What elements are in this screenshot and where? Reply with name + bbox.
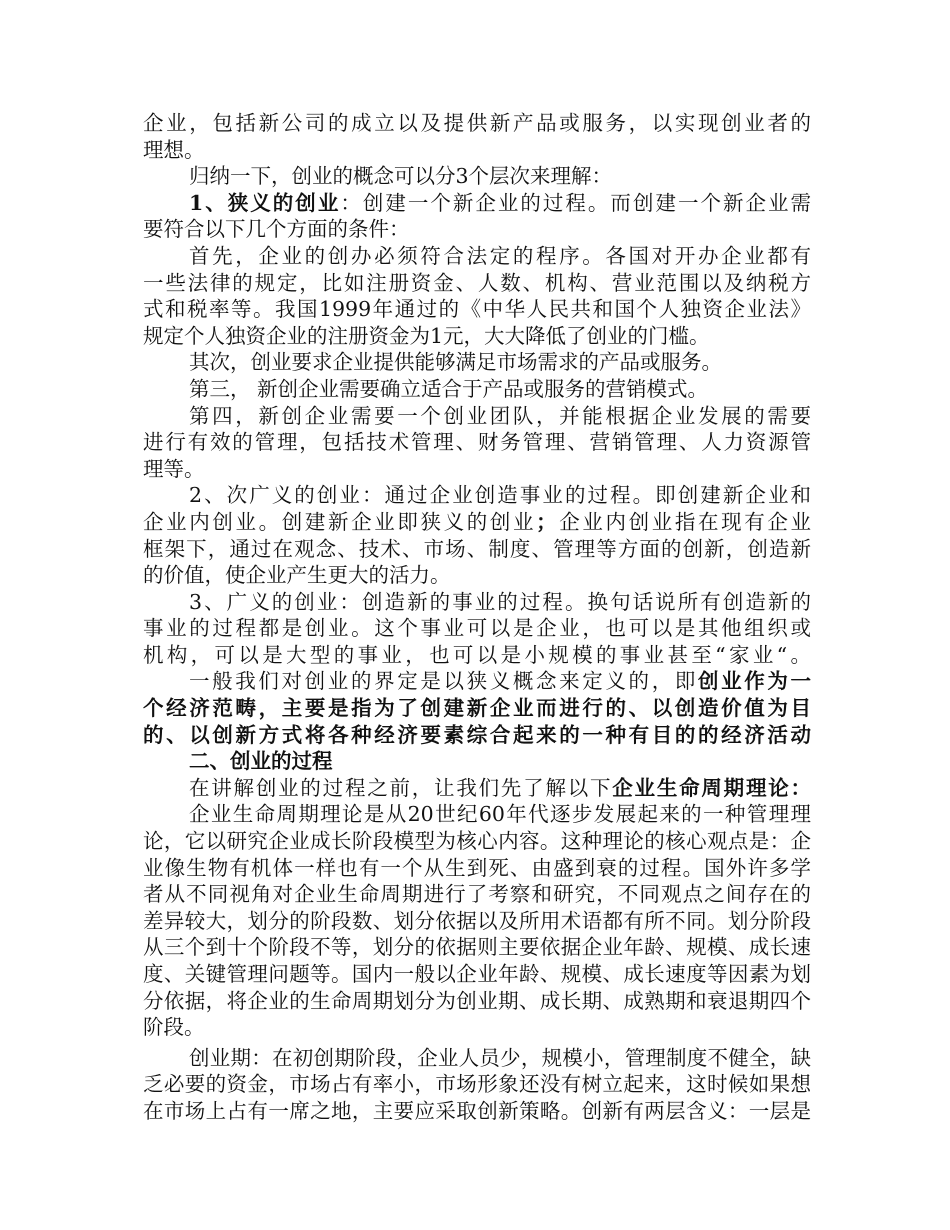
text-segment: 分依据，将企业的生命周期划分为创业期、成长期、成熟期和衰退期四个 xyxy=(143,988,811,1013)
text-segment: ：创建一个新企业的过程。而创建一个新企业需 xyxy=(340,190,812,215)
text-line xyxy=(143,908,811,935)
text-line xyxy=(143,1071,811,1098)
text-segment: 进行有效的管理，包括技术管理、财务管理、营销管理、人力资源管 xyxy=(143,430,811,455)
text-line xyxy=(143,1045,811,1072)
text-segment: 式和税率等。我国1999年通过的《中华人民共和国个人独资企业法》 xyxy=(143,297,811,322)
text-segment: 者从不同视角对企业生命周期进行了考察和研究，不同观点之间存在的 xyxy=(143,882,811,907)
text-line xyxy=(143,748,811,775)
text-line xyxy=(143,961,811,988)
text-segment: 企业内创业。创建新企业即狭义的创业 xyxy=(143,509,537,534)
text-line xyxy=(143,296,811,323)
text-line xyxy=(143,509,811,536)
text-line xyxy=(143,855,811,882)
text-segment: 事业的过程都是创业。这个事业可以是企业，也可以是其他组织或 xyxy=(143,616,811,641)
text-line xyxy=(143,403,811,430)
text-segment: 企业，包括新公司的成立以及提供新产品或服务，以实现创业者的 xyxy=(143,111,811,135)
text-line xyxy=(143,695,811,722)
text-segment: 二、创业的过程 xyxy=(189,749,333,774)
text-line xyxy=(143,934,811,961)
text-segment: 归纳一下，创业的概念可以分3个层次来理解： xyxy=(189,164,613,189)
text-line xyxy=(143,881,811,908)
text-line xyxy=(143,562,811,589)
text-line xyxy=(143,775,811,802)
text-segment: 规定个人独资企业的注册资金为1元，大大降低了创业的门槛。 xyxy=(143,323,710,348)
text-segment: 第四，新创企业需要一个创业团队，并能根据企业发展的需要 xyxy=(189,403,811,428)
text-line xyxy=(143,349,811,376)
text-line xyxy=(143,216,811,243)
text-segment: 论，它以研究企业成长阶段模型为核心内容。这种理论的核心观点是：企 xyxy=(143,829,811,854)
text-line xyxy=(143,137,811,164)
text-segment: 企业生命周期理论是从20世纪60年代逐步发展起来的一种管理理 xyxy=(189,802,811,827)
text-line xyxy=(143,668,811,695)
text-line xyxy=(143,828,811,855)
text-segment: 阶段。 xyxy=(143,1015,205,1040)
text-line xyxy=(143,110,811,137)
text-line xyxy=(143,456,811,483)
text-segment: 要符合以下几个方面的条件： xyxy=(143,217,410,242)
text-segment: 一些法律的规定，比如注册资金、人数、机构、营业范围以及纳税方 xyxy=(143,270,811,295)
text-segment: 2、次广义的创业：通过企业创造事业的过程。即创建新企业和 xyxy=(189,483,811,508)
text-segment: 个经济范畴，主要是指为了创建新企业而进行的、以创造价值为目 xyxy=(143,696,811,721)
text-segment: 一般我们对创业的界定是以狭义概念来定义的，即 xyxy=(189,669,698,694)
text-segment: 企业生命周期理论： xyxy=(612,775,812,800)
text-segment: 理等。 xyxy=(143,456,205,481)
text-segment: 理想。 xyxy=(143,137,205,162)
text-line xyxy=(143,482,811,509)
text-segment: 乏必要的资金，市场占有率小，市场形象还没有树立起来，这时候如果想 xyxy=(143,1072,811,1097)
text-segment: 在市场上占有一席之地，主要应采取创新策略。创新有两层含义：一层是 xyxy=(143,1098,811,1123)
text-segment: 差异较大，划分的阶段数、划分依据以及所用术语都有所不同。划分阶段 xyxy=(143,908,811,933)
text-line xyxy=(143,642,811,669)
text-line xyxy=(143,615,811,642)
text-segment: 框架下，通过在观念、技术、市场、制度、管理等方面的创新，创造新 xyxy=(143,536,811,561)
text-line xyxy=(143,589,811,616)
text-segment: 的价值，使企业产生更大的活力。 xyxy=(143,563,451,588)
text-segment: 创业作为一 xyxy=(697,669,812,694)
text-segment: 业像生物有机体一样也有一个从生到死、由盛到衰的过程。国外许多学 xyxy=(143,855,811,880)
text-line xyxy=(143,270,811,297)
text-line xyxy=(143,1014,811,1041)
text-segment: 企业内创业指在现有企业 xyxy=(556,509,811,534)
text-segment: 从三个到十个阶段不等，划分的依据则主要依据企业年龄、规模、成长速 xyxy=(143,935,811,960)
text-line xyxy=(143,988,811,1015)
text-line xyxy=(143,163,811,190)
text-line xyxy=(143,1098,811,1125)
text-segment: 第三， 新创企业需要确立适合于产品或服务的营销模式。 xyxy=(189,376,709,401)
text-line xyxy=(143,536,811,563)
text-line xyxy=(143,376,811,403)
text-line xyxy=(143,429,811,456)
document-body xyxy=(143,110,811,1125)
text-segment: 度、关键管理问题等。国内一般以企业年龄、规模、成长速度等因素为划 xyxy=(143,962,811,986)
text-segment: 其次，创业要求企业提供能够满足市场需求的产品或服务。 xyxy=(189,350,722,375)
text-segment: 的、以创新方式将各种经济要素综合起来的一种有目的的经济活动 xyxy=(143,722,811,747)
text-line xyxy=(143,323,811,350)
text-segment: 机构，可以是大型的事业，也可以是小规模的事业甚至“家业“。 xyxy=(143,642,811,667)
text-line xyxy=(143,190,811,217)
text-segment: 1、狭义的创业 xyxy=(189,190,341,215)
text-segment: 创业期：在初创期阶段，企业人员少，规模小，管理制度不健全，缺 xyxy=(189,1045,811,1070)
text-line xyxy=(143,243,811,270)
text-segment: 在讲解创业的过程之前，让我们先了解以下 xyxy=(189,775,613,800)
text-line xyxy=(143,801,811,828)
text-segment: 3、广义的创业：创造新的事业的过程。换句话说所有创造新的 xyxy=(189,589,811,614)
text-line xyxy=(143,722,811,749)
text-segment: ； xyxy=(536,509,557,534)
text-segment: 首先，企业的创办必须符合法定的程序。各国对开办企业都有 xyxy=(189,243,811,268)
